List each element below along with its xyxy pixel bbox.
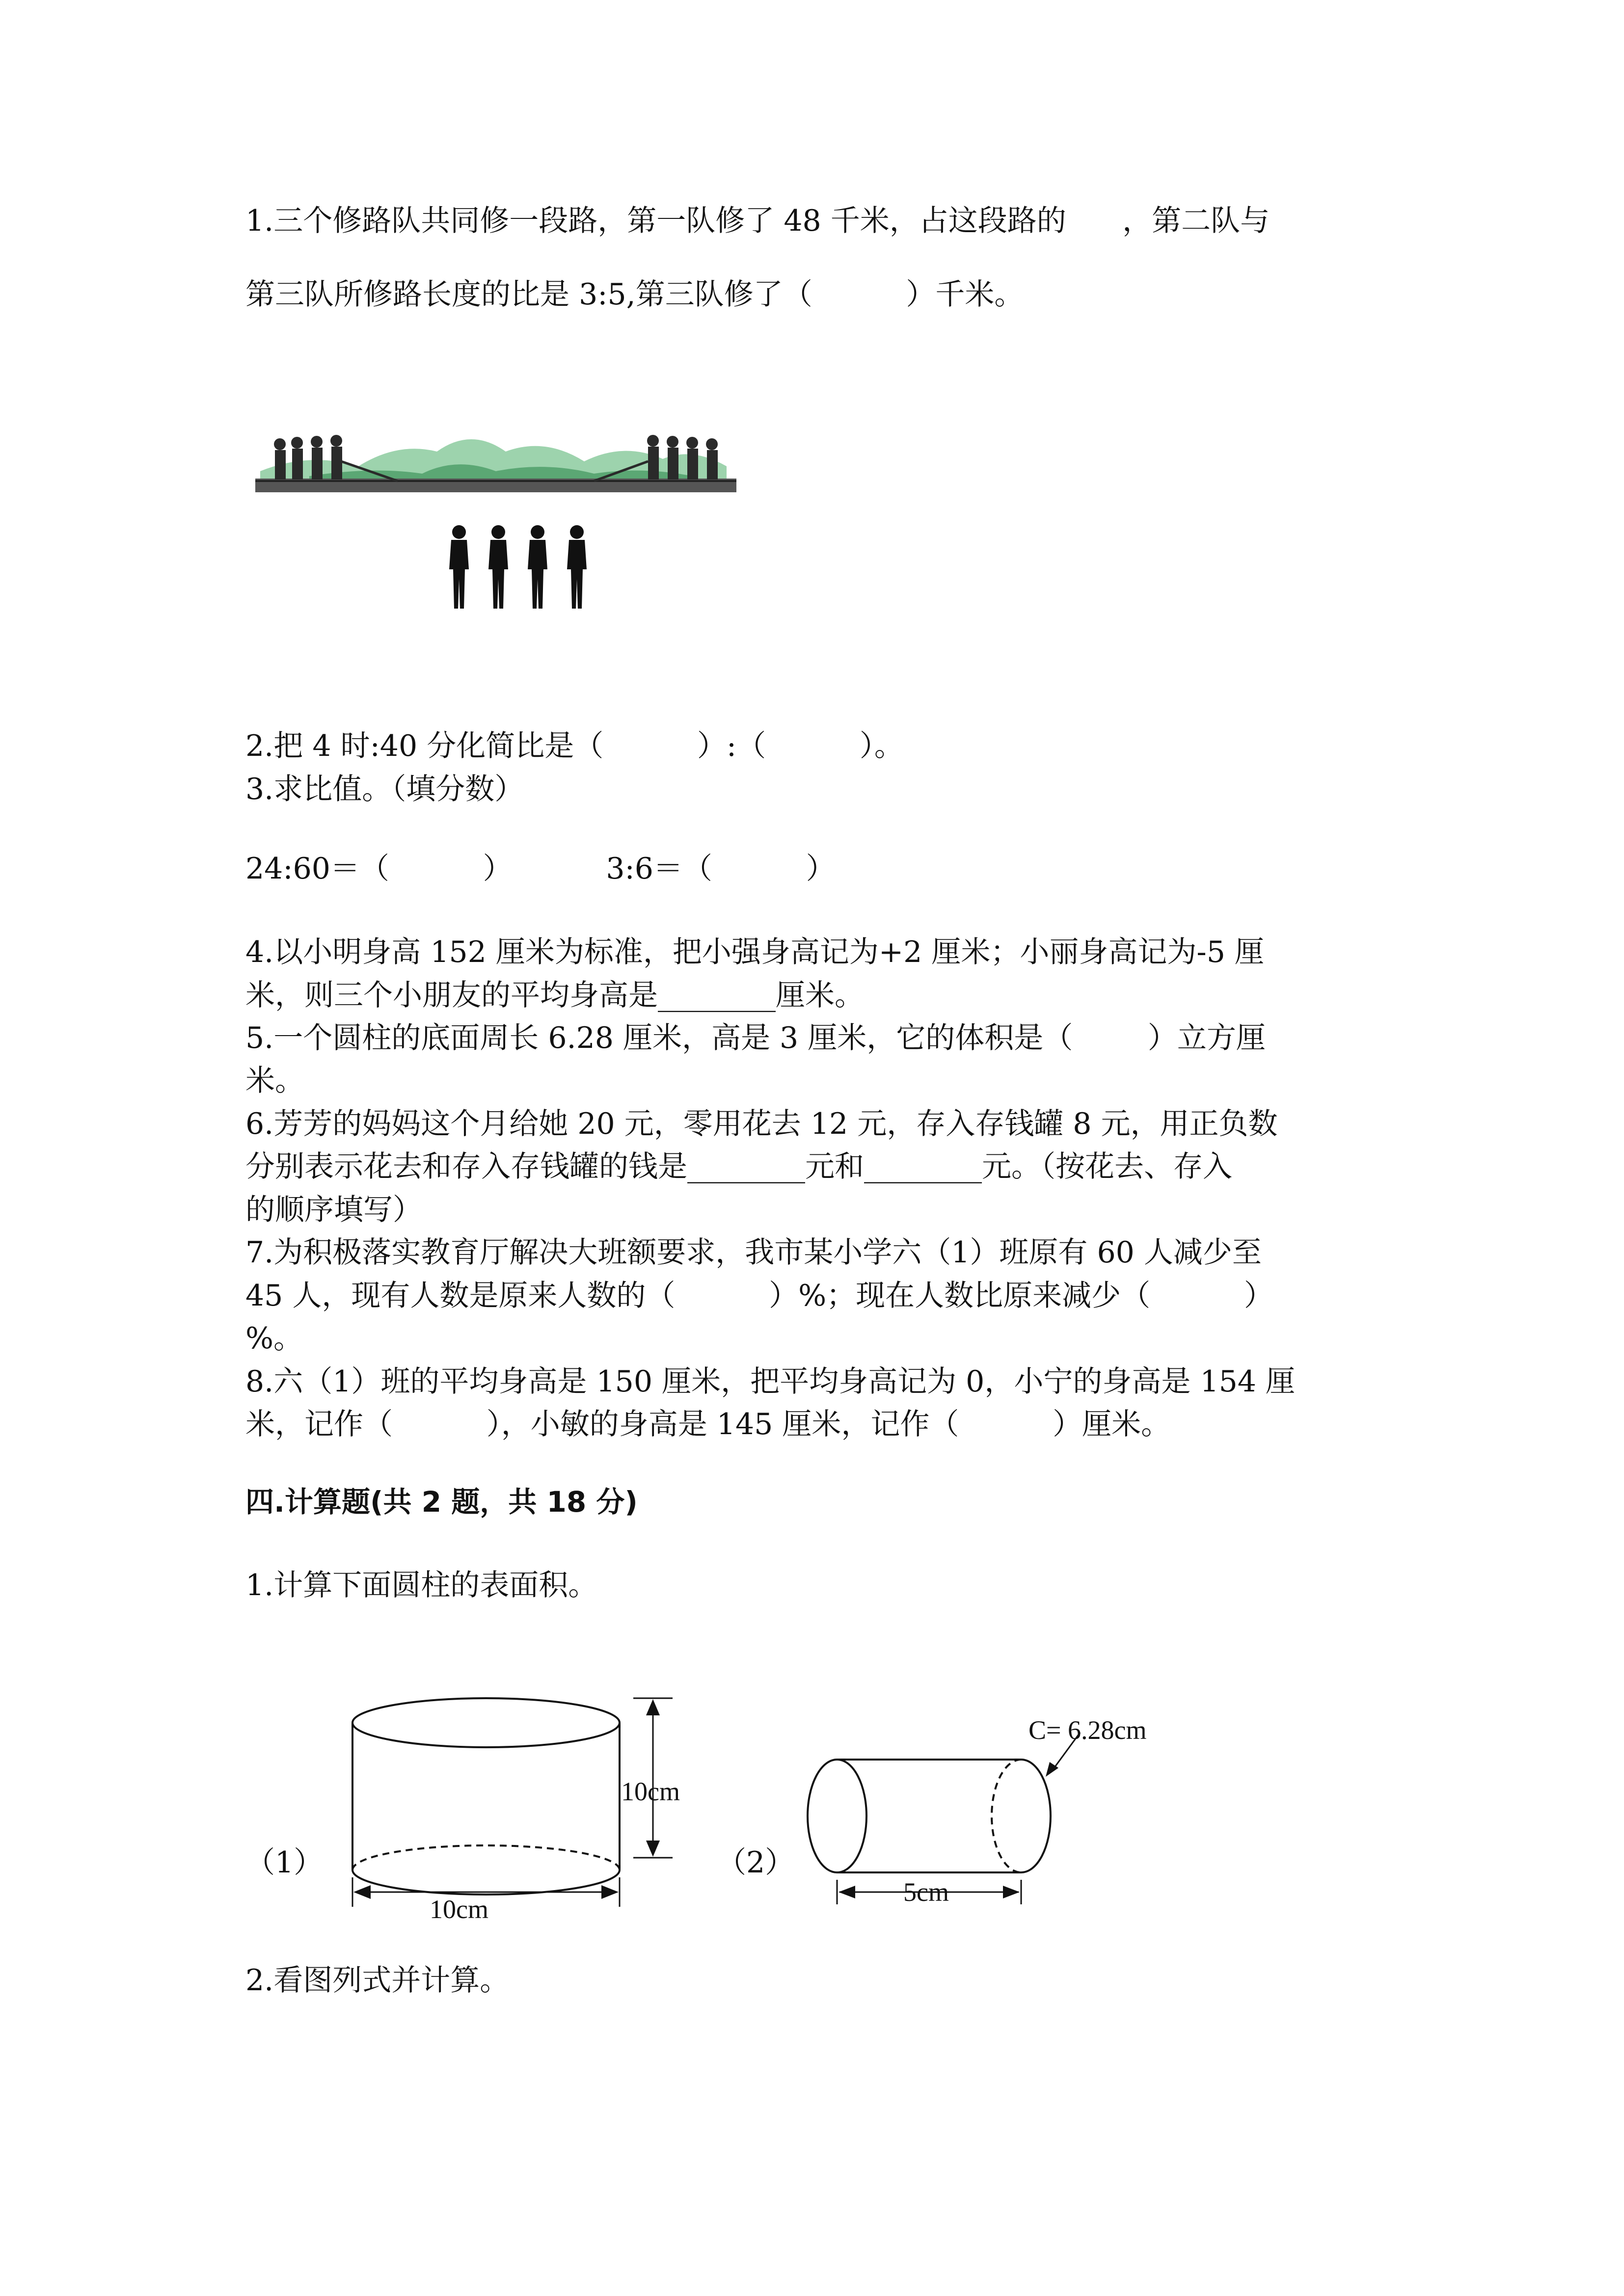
q1-line1: 1.三个修路队共同修一段路，第一队修了 48 千米，占这段路的 ，第二队与 [245, 204, 1270, 238]
road-workers-illustration [250, 432, 741, 628]
q6-line1: 6.芳芳的妈妈这个月给她 20 元，零用花去 12 元，存入存钱罐 8 元，用正负数 [245, 1107, 1278, 1141]
figure-2-circumference-label: C= 6.28cm [1029, 1715, 1147, 1745]
q4-line1: 4.以小明身高 152 厘米为标准，把小强身高记为+2 厘米；小丽身高记为-5 厘 [245, 935, 1264, 969]
q5-line1: 5.一个圆柱的底面周长 6.28 厘米，高是 3 厘米，它的体积是（ ）立方厘 [245, 1021, 1266, 1055]
q8-line1: 8.六（1）班的平均身高是 150 厘米，把平均身高记为 0，小宁的身高是 154 厘 [245, 1364, 1295, 1399]
calc-question-1: 1.计算下面圆柱的表面积。 [245, 1568, 598, 1602]
figure-1-height-label: 10cm [621, 1777, 680, 1806]
q6-line3: 的顺序填写） [245, 1193, 422, 1227]
calc-question-2: 2.看图列式并计算。 [245, 1963, 510, 1998]
q4-line2: 米，则三个小朋友的平均身高是________厘米。 [245, 978, 864, 1013]
q1-line2: 第三队所修路长度的比是 3:5,第三队修了（ ）千米。 [245, 277, 1024, 312]
section-title: 四.计算题(共 2 题，共 18 分) [245, 1485, 638, 1519]
q3-title: 3.求比值。（填分数） [245, 772, 524, 806]
q7-line2: 45 人，现有人数是原来人数的（ ）%；现在人数比原来减少（ ） [245, 1279, 1273, 1313]
figure-1-label: （1） [245, 1845, 324, 1880]
q5-line2: 米。 [245, 1064, 304, 1098]
q8-line2: 米，记作（ ），小敏的身高是 145 厘米，记作（ ）厘米。 [245, 1407, 1171, 1442]
figure-2-length-label: 5cm [903, 1877, 949, 1907]
figure-2-label: （2） [717, 1845, 795, 1880]
q7-line1: 7.为积极落实教育厅解决大班额要求，我市某小学六（1）班原有 60 人减少至 [245, 1235, 1262, 1270]
q3-expr: 24:60＝（ ） 3:6＝（ ） [245, 852, 836, 886]
q6-line2: 分别表示花去和存入存钱罐的钱是________元和________元。（按花去、存入 [245, 1149, 1232, 1184]
q2: 2.把 4 时:40 分化简比是（ ）:（ ）。 [245, 729, 904, 763]
q7-line3: %。 [245, 1321, 303, 1356]
figure-1-diameter-label: 10cm [430, 1895, 488, 1924]
